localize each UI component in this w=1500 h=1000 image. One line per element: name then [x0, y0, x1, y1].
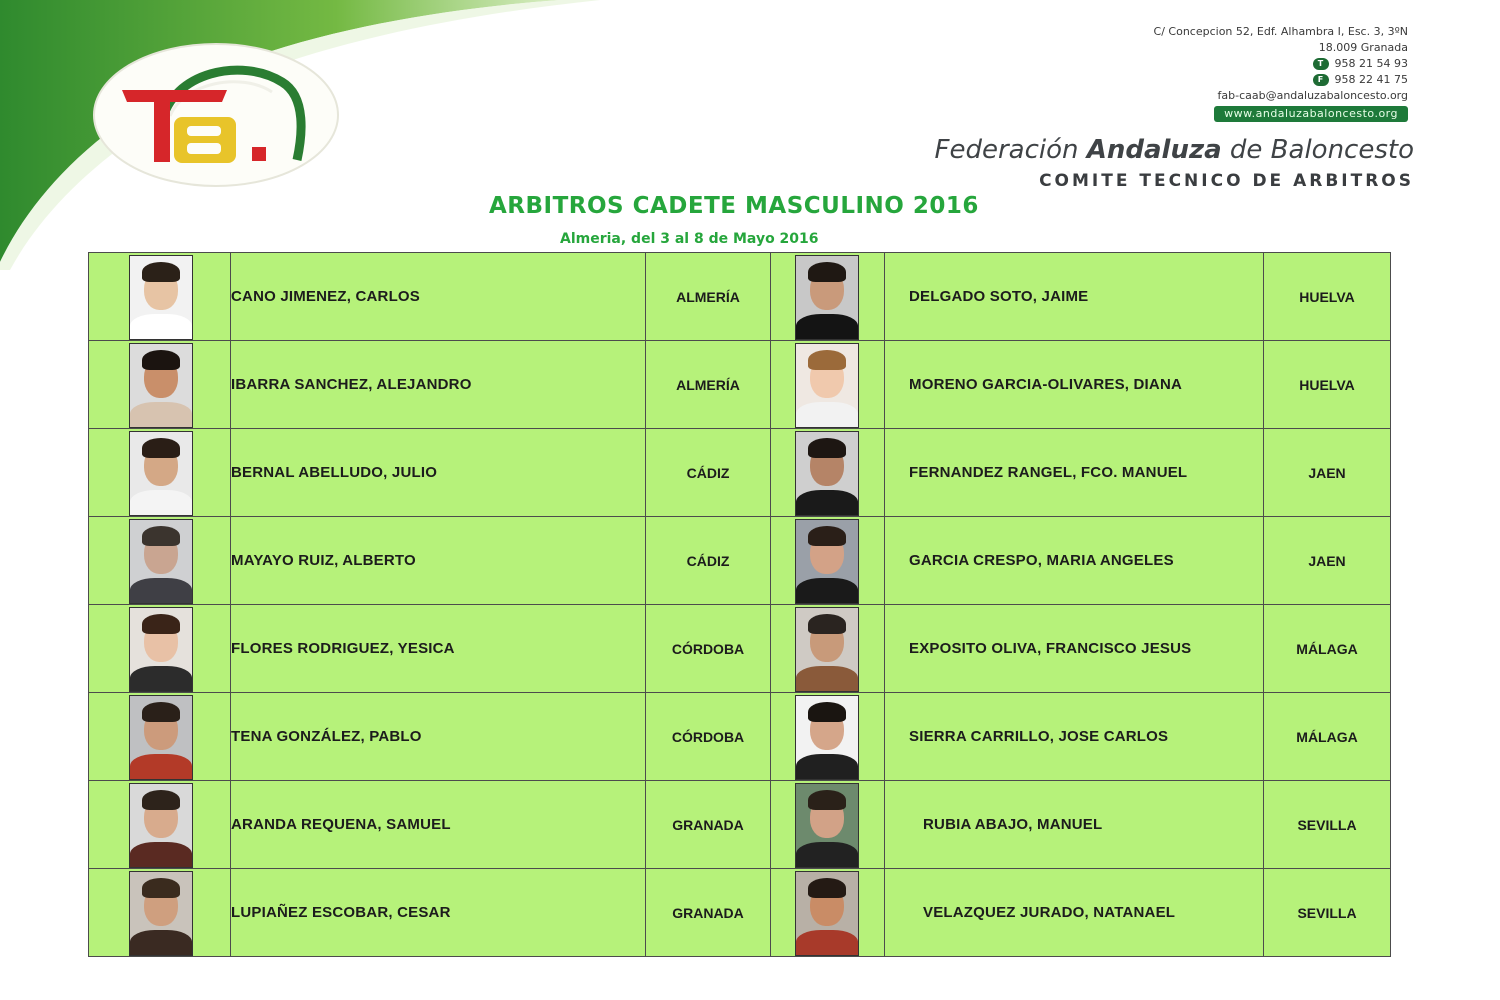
referee-province-right: HUELVA	[1264, 253, 1391, 341]
referee-name-right: VELAZQUEZ JURADO, NATANAEL	[885, 869, 1264, 957]
referee-name-right: GARCIA CRESPO, MARIA ANGELES	[885, 517, 1264, 605]
referee-province-right: SEVILLA	[1264, 781, 1391, 869]
referee-province-left: CÁDIZ	[646, 429, 771, 517]
city-line: 18.009 Granada	[1318, 41, 1408, 54]
photo-cell-left	[89, 869, 231, 957]
referee-province-left: GRANADA	[646, 869, 771, 957]
table-row	[89, 517, 1391, 605]
referee-photo-right	[795, 783, 859, 868]
email-link[interactable]: fab-caab@andaluzabaloncesto.org	[1217, 89, 1408, 102]
referee-name-right: MORENO GARCIA-OLIVARES, DIANA	[885, 341, 1264, 429]
photo-cell-left	[89, 429, 231, 517]
table-row	[89, 693, 1391, 781]
referee-name-right: DELGADO SOTO, JAIME	[885, 253, 1264, 341]
referee-photo-left	[129, 431, 193, 516]
referee-name-left: ARANDA REQUENA, SAMUEL	[231, 781, 646, 869]
referee-province-left: CÓRDOBA	[646, 693, 771, 781]
committee-name: COMITE TECNICO DE ARBITROS	[1039, 171, 1414, 191]
referee-province-right: MÁLAGA	[1264, 693, 1391, 781]
federation-name	[935, 135, 1415, 165]
photo-cell-left	[89, 253, 231, 341]
referee-province-right: MÁLAGA	[1264, 605, 1391, 693]
photo-cell-right	[771, 517, 885, 605]
referee-province-left: CÓRDOBA	[646, 605, 771, 693]
referee-photo-left	[129, 695, 193, 780]
referee-province-right: SEVILLA	[1264, 869, 1391, 957]
referee-name-left: FLORES RODRIGUEZ, YESICA	[231, 605, 646, 693]
referee-province-left: ALMERÍA	[646, 341, 771, 429]
photo-cell-right	[771, 605, 885, 693]
photo-cell-right	[771, 341, 885, 429]
federation-name-pre: Federación	[934, 135, 1087, 165]
referee-name-left: LUPIAÑEZ ESCOBAR, CESAR	[231, 869, 646, 957]
referee-photo-left	[129, 519, 193, 604]
referee-photo-right	[795, 695, 859, 780]
referee-name-left: MAYAYO RUIZ, ALBERTO	[231, 517, 646, 605]
referee-name-left: CANO JIMENEZ, CARLOS	[231, 253, 646, 341]
fax-number: 958 22 41 75	[1334, 73, 1408, 86]
referee-photo-right	[795, 255, 859, 340]
photo-cell-right	[771, 693, 885, 781]
table-row	[89, 253, 1391, 341]
document-subtitle: Almeria, del 3 al 8 de Mayo 2016	[560, 231, 819, 247]
referee-photo-right	[795, 431, 859, 516]
referee-province-right: JAEN	[1264, 517, 1391, 605]
table-row	[89, 429, 1391, 517]
referee-photo-left	[129, 607, 193, 692]
table-row	[89, 781, 1391, 869]
document-title: ARBITROS CADETE MASCULINO 2016	[489, 193, 979, 219]
referee-photo-right	[795, 871, 859, 956]
federation-name-post: de Baloncesto	[1221, 135, 1414, 165]
photo-cell-right	[771, 781, 885, 869]
referee-photo-right	[795, 519, 859, 604]
referee-name-right: RUBIA ABAJO, MANUEL	[885, 781, 1264, 869]
referee-province-right: HUELVA	[1264, 341, 1391, 429]
referee-name-left: BERNAL ABELLUDO, JULIO	[231, 429, 646, 517]
referee-photo-right	[795, 607, 859, 692]
phone-number: 958 21 54 93	[1334, 57, 1408, 70]
table-row	[89, 869, 1391, 957]
referees-table	[88, 252, 1391, 957]
referee-photo-left	[129, 255, 193, 340]
referee-photo-left	[129, 783, 193, 868]
phone-row	[1154, 56, 1408, 72]
referee-photo-right	[795, 343, 859, 428]
referee-photo-left	[129, 871, 193, 956]
photo-cell-right	[771, 253, 885, 341]
photo-cell-left	[89, 781, 231, 869]
photo-cell-right	[771, 869, 885, 957]
referee-name-right: SIERRA CARRILLO, JOSE CARLOS	[885, 693, 1264, 781]
referee-name-left: IBARRA SANCHEZ, ALEJANDRO	[231, 341, 646, 429]
referee-name-left: TENA GONZÁLEZ, PABLO	[231, 693, 646, 781]
fax-row	[1154, 72, 1408, 88]
photo-cell-left	[89, 605, 231, 693]
referee-name-right: EXPOSITO OLIVA, FRANCISCO JESUS	[885, 605, 1264, 693]
referee-province-right: JAEN	[1264, 429, 1391, 517]
referee-photo-left	[129, 343, 193, 428]
table-row	[89, 341, 1391, 429]
fax-icon: F	[1313, 74, 1329, 86]
referee-province-left: ALMERÍA	[646, 253, 771, 341]
address-line: C/ Concepcion 52, Edf. Alhambra I, Esc. 3, 3ºN	[1153, 25, 1408, 38]
photo-cell-left	[89, 517, 231, 605]
photo-cell-left	[89, 341, 231, 429]
fab-logo	[92, 42, 340, 188]
contact-block	[1154, 24, 1408, 122]
referee-province-left: CÁDIZ	[646, 517, 771, 605]
website-link[interactable]: www.andaluzabaloncesto.org	[1214, 106, 1408, 122]
federation-name-bold: Andaluza	[1086, 135, 1222, 165]
photo-cell-right	[771, 429, 885, 517]
photo-cell-left	[89, 693, 231, 781]
referee-province-left: GRANADA	[646, 781, 771, 869]
table-row	[89, 605, 1391, 693]
phone-icon: T	[1313, 58, 1329, 70]
referee-name-right: FERNANDEZ RANGEL, FCO. MANUEL	[885, 429, 1264, 517]
